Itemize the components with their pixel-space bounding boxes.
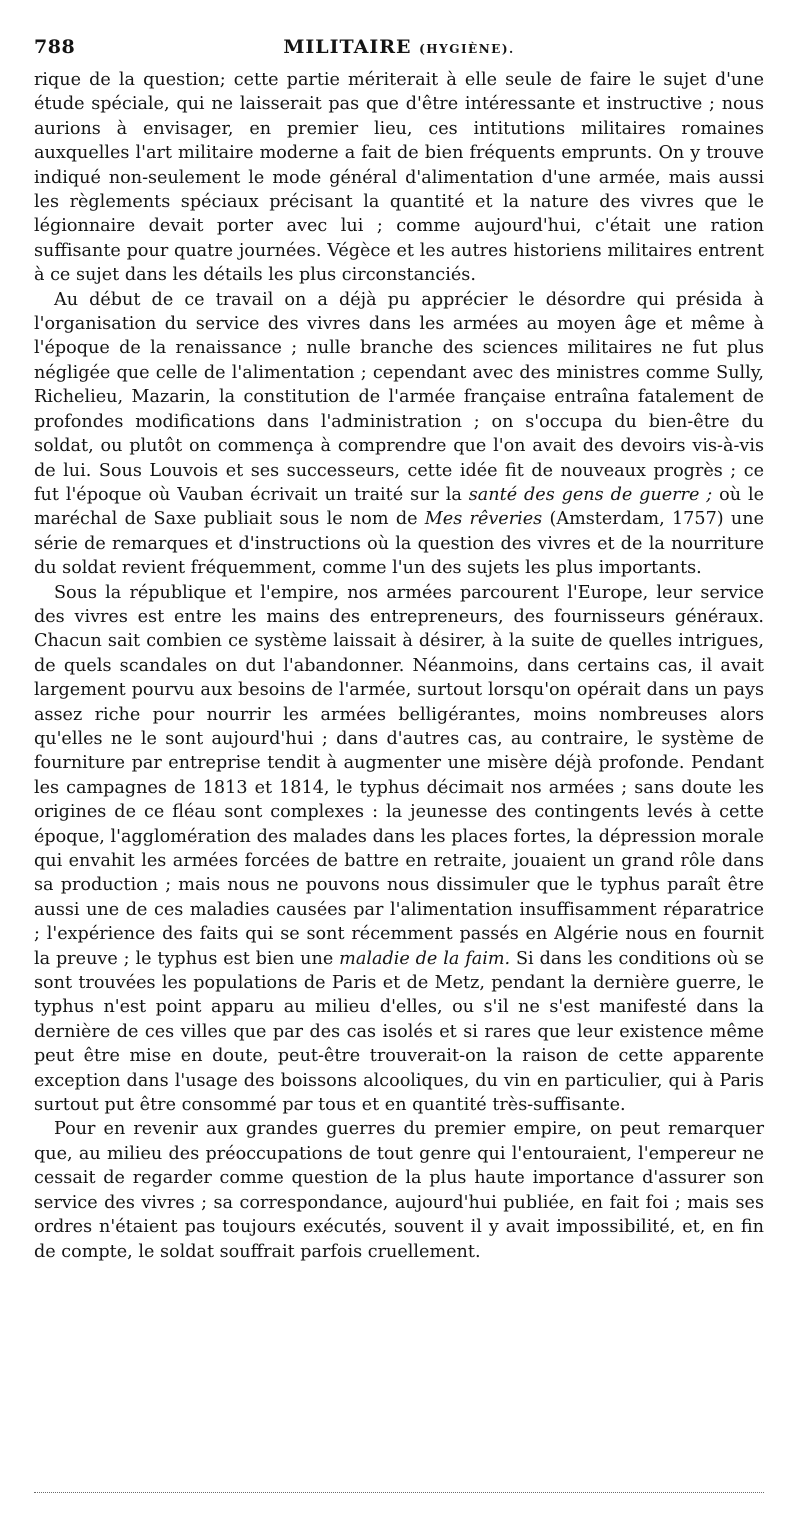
header-main-title: MILITAIRE xyxy=(283,36,412,58)
text-run: où le maréchal de Saxe publiait sous le nom de xyxy=(34,484,764,530)
text-run: Si dans les conditions où se sont trouvées les populations de Paris et de Metz, pendant la dernière guerre, le typhus n'est point apparu au milieu d'elles, ou s'il ne s'est manifesté dans la dernière de ces villes que par des cas isolés et si rares que leur existence même peut être mise en doute, peut-être trouverait-on la raison de cette apparente exception dans l'usage des boissons alcooliques, du vin en particulier, qui à Paris surtout put être consommé par tous et en quantité très-suffisante. xyxy=(34,948,764,1116)
text-run: Sous la république et l'empire, nos armées parcourent l'Europe, leur service des vivres est entre les mains des entrepreneurs, des fournisseurs généraux. Chacun sait combien ce système laissait à désirer, à la suite de quelles intrigues, de quels scandales on dut l'abandonner. Néanmoins, dans certains cas, il avait largement pourvu aux besoins de l'armée, surtout lorsqu'on opérait dans un pays assez riche pour nourrir les armées belligérantes, moins nombreuses alors qu'elles ne le sont aujourd'hui ; dans d'autres cas, au contraire, le système de fourniture par entreprise tendit à augmenter une misère déjà profonde. Pendant les campagnes de 1813 et 1814, le typhus décimait nos armées ; sans doute les origines de ce fléau sont complexes : la jeunesse des contingents levés à cette époque, l'agglomération des malades dans les places fortes, la dépression morale qui envahit les armées forcées de battre en retraite, jouaient un grand rôle dans sa production ; mais nous ne pouvons nous dissimuler que le typhus paraît être aussi une de ces maladies causées par l'alimentation insuffisamment réparatrice ; l'expérience des faits qui se sont récemment passés en Algérie nous en fournit la preuve ; le typhus est bien une xyxy=(34,582,764,969)
header-subtitle: (HYGIÈNE). xyxy=(419,42,515,56)
italic-text: maladie de la faim. xyxy=(339,948,511,969)
page-number: 788 xyxy=(34,36,76,58)
text-run: rique de la question; cette partie mériterait à elle seule de faire le sujet d'une étude spéciale, qui ne laisserait pas que d'être intéressante et instructive ; nous aurions à envisager, en premier lieu, ces intitutions militaires romaines auxquelles l'art militaire moderne a fait de bien fréquents emprunts. On y trouve indiqué non-seulement le mode général d'alimentation d'une armée, mais aussi les règlements spéciaux précisant la quantité et la nature des vivres que le légionnaire devait porter avec lui ; comme aujourd'hui, c'était une ration suffisante pour quatre journées. Végèce et les autres historiens militaires entrent à ce sujet dans les détails les plus circonstanciés. xyxy=(34,70,764,286)
italic-text: Mes rêveries xyxy=(424,509,543,530)
italic-text: santé des gens de guerre ; xyxy=(468,484,713,505)
body-text xyxy=(34,68,764,1264)
paragraph xyxy=(34,581,764,1118)
text-run: (Amsterdam, 1757) une série de remarques et d'instructions où la question des vivres et de la nourriture du soldat revient fréquemment, comme l'un des sujets les plus importants. xyxy=(34,509,764,579)
paragraph xyxy=(34,288,764,581)
header-title xyxy=(34,36,764,58)
text-run: Au début de ce travail on a déjà pu apprécier le désordre qui présida à l'organisation du service des vivres dans les armées au moyen âge et même à l'époque de la renaissance ; nulle branche des sciences militaires ne fut plus négligée que celle de l'alimentation ; cependant avec des ministres comme Sully, Richelieu, Mazarin, la constitution de l'armée française entraîna fatalement de profondes modifications dans l'administration ; on s'occupa du bien-être du soldat, ou plutôt on commença à comprendre que l'on avait des devoirs vis-à-vis de lui. Sous Louvois et ses successeurs, cette idée fit de nouveaux progrès ; ce fut l'époque où Vauban écrivait un traité sur la xyxy=(34,289,764,505)
footer-divider xyxy=(34,1492,764,1493)
running-header xyxy=(34,34,764,64)
paragraph xyxy=(34,68,764,288)
paragraph xyxy=(34,1117,764,1263)
text-run: Pour en revenir aux grandes guerres du premier empire, on peut remarquer que, au milieu des préoccupations de tout genre qui l'entouraient, l'empereur ne cessait de regarder comme question de la plus haute importance d'assurer son service des vivres ; sa correspondance, aujourd'hui publiée, en fait foi ; mais ses ordres n'étaient pas toujours exécutés, souvent il y avait impossibilité, et, en fin de compte, le soldat souffrait parfois cruellement. xyxy=(34,1119,764,1262)
document-page xyxy=(34,34,764,1264)
